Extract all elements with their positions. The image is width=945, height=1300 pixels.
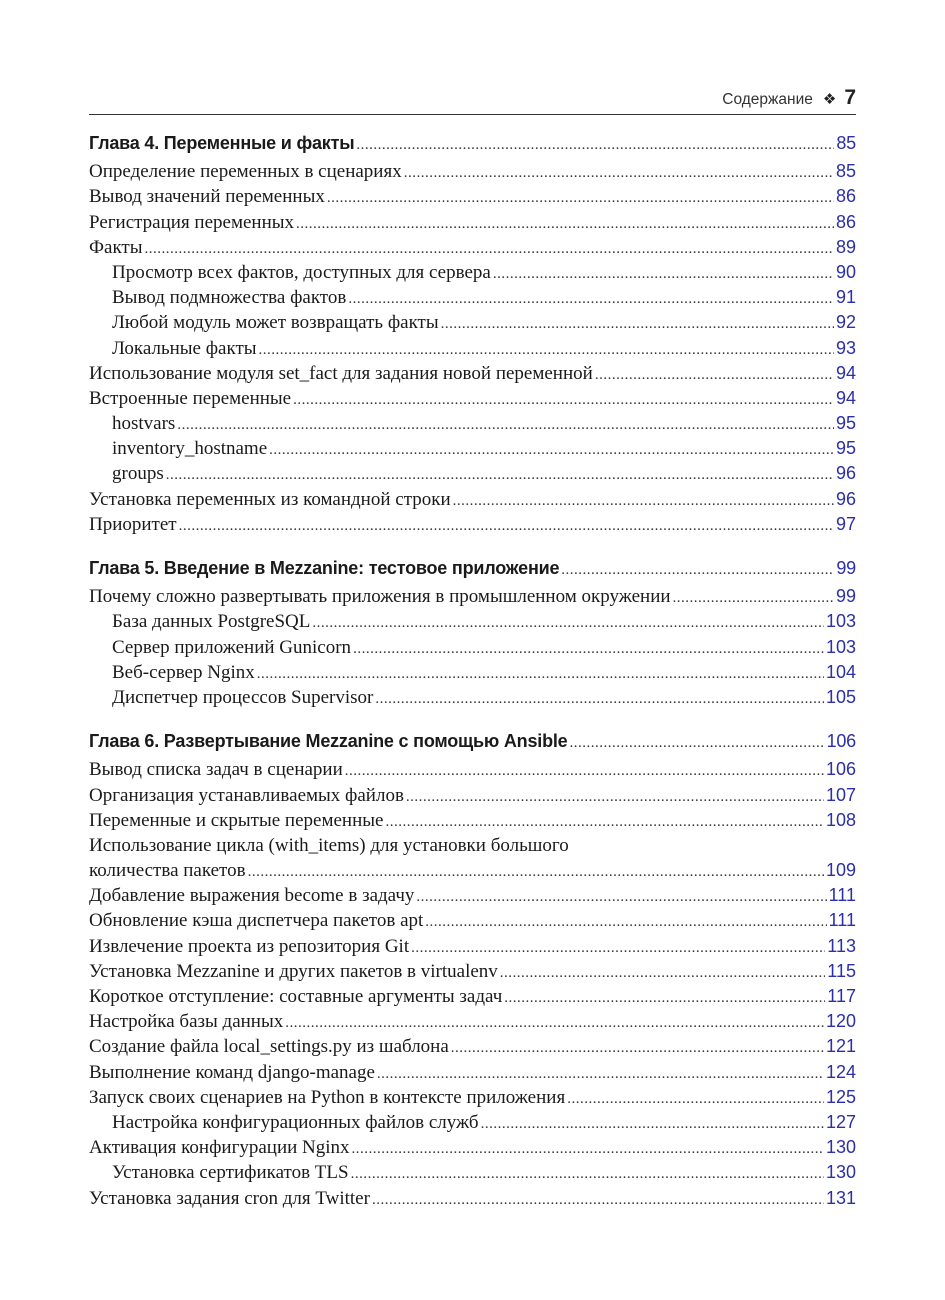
toc-entry[interactable] xyxy=(89,1186,856,1211)
toc-entry[interactable] xyxy=(89,1135,856,1160)
toc-entry[interactable] xyxy=(89,159,856,184)
page-ref: 111 xyxy=(828,885,856,906)
toc-entry[interactable] xyxy=(89,461,856,486)
page-ref: 109 xyxy=(825,860,856,881)
entry-title: Настройка базы данных xyxy=(89,1011,284,1033)
page-ref: 96 xyxy=(835,488,856,509)
entry-title: Создание файла local_settings.py из шаблона xyxy=(89,1036,449,1058)
entry-title: hostvars xyxy=(112,413,176,435)
toc-entry[interactable] xyxy=(89,235,856,260)
dot-leader xyxy=(451,1036,824,1061)
toc-entry[interactable] xyxy=(89,310,856,335)
toc-entry[interactable] xyxy=(89,487,856,512)
dot-leader xyxy=(493,262,834,287)
entry-title: Установка сертификатов TLS xyxy=(112,1162,349,1184)
dot-leader xyxy=(406,785,824,810)
page-ref: 95 xyxy=(835,413,856,434)
entry-title: groups xyxy=(112,463,164,485)
entry-title: Любой модуль может возвращать факты xyxy=(112,312,439,334)
dot-leader xyxy=(441,312,834,337)
page-number: 7 xyxy=(844,86,856,109)
dot-leader xyxy=(327,186,834,211)
toc-entry[interactable] xyxy=(89,934,856,959)
page-ref: 104 xyxy=(825,661,856,682)
dot-leader xyxy=(248,860,824,885)
toc-entry[interactable] xyxy=(89,584,856,609)
running-head-title: Содержание xyxy=(722,91,813,108)
dot-leader xyxy=(425,910,826,935)
entry-title: Активация конфигурации Nginx xyxy=(89,1137,350,1159)
entry-title: Переменные и скрытые переменные xyxy=(89,809,384,831)
dot-leader xyxy=(269,438,834,463)
dot-leader xyxy=(179,514,834,539)
toc-entry[interactable] xyxy=(89,285,856,310)
toc-entry[interactable] xyxy=(89,635,856,660)
dot-leader xyxy=(257,662,824,687)
page-ref: 91 xyxy=(835,287,856,308)
dot-leader xyxy=(377,1062,824,1087)
chapter-title: Глава 4. Переменные и факты xyxy=(89,133,355,153)
entry-title: Настройка конфигурационных файлов служб xyxy=(112,1111,479,1133)
page-ref: 86 xyxy=(835,186,856,207)
entry-title: Организация устанавливаемых файлов xyxy=(89,784,404,806)
header-rule xyxy=(89,114,856,115)
page-ref: 105 xyxy=(825,686,856,707)
chapter-heading[interactable] xyxy=(89,131,856,156)
toc-entry[interactable] xyxy=(89,512,856,537)
toc-entry[interactable] xyxy=(89,1160,856,1185)
dot-leader xyxy=(351,1162,824,1187)
dot-leader xyxy=(595,363,834,388)
dot-leader xyxy=(500,961,826,986)
page-ref: 130 xyxy=(825,1162,856,1183)
entry-title: Установка переменных из командной строки xyxy=(89,488,451,510)
toc-entry[interactable] xyxy=(89,260,856,285)
dot-leader xyxy=(570,731,825,756)
entry-title: Установка задания cron для Twitter xyxy=(89,1187,370,1209)
entry-title: Приоритет xyxy=(89,513,177,535)
page-ref: 85 xyxy=(835,161,856,182)
page-ref: 94 xyxy=(835,387,856,408)
entry-title: Сервер приложений Gunicorn xyxy=(112,636,352,658)
page-ref: 107 xyxy=(825,784,856,805)
table-of-contents xyxy=(89,131,856,1211)
toc-entry[interactable] xyxy=(89,808,856,833)
dot-leader xyxy=(411,936,825,961)
toc-entry[interactable] xyxy=(89,757,856,782)
page-ref: 106 xyxy=(825,759,856,780)
page-ref: 95 xyxy=(835,438,856,459)
dot-leader xyxy=(145,237,834,262)
entry-title: Факты xyxy=(89,236,143,258)
ornament-icon: ❖ xyxy=(822,91,837,108)
chapter-title: Глава 5. Введение в Mezzanine: тестовое приложение xyxy=(89,558,560,578)
dot-leader xyxy=(504,986,825,1011)
entry-title: Локальные факты xyxy=(112,337,257,359)
entry-title: Вывод значений переменных xyxy=(89,186,325,208)
dot-leader xyxy=(372,1188,824,1213)
toc-entry[interactable] xyxy=(89,411,856,436)
dot-leader xyxy=(259,338,834,363)
toc-entry[interactable] xyxy=(89,858,856,883)
dot-leader xyxy=(166,463,834,488)
dot-leader xyxy=(177,413,834,438)
entry-title: Вывод списка задач в сценарии xyxy=(89,759,343,781)
page-ref: 97 xyxy=(835,513,856,534)
toc-entry[interactable] xyxy=(89,436,856,461)
chapter-title: Глава 6. Развертывание Mezzanine с помощью Ansible xyxy=(89,731,568,752)
entry-title: Выполнение команд django-manage xyxy=(89,1061,375,1083)
dot-leader xyxy=(375,687,824,712)
page-ref: 85 xyxy=(836,133,856,153)
entry-title: Извлечение проекта из репозитория Git xyxy=(89,935,410,957)
page-ref: 125 xyxy=(825,1086,856,1107)
dot-leader xyxy=(385,810,823,835)
entry-title: Встроенные переменные xyxy=(89,387,292,409)
toc-entry[interactable] xyxy=(89,386,856,411)
toc-entry[interactable] xyxy=(89,336,856,361)
page-ref: 127 xyxy=(825,1111,856,1132)
page-ref: 86 xyxy=(835,211,856,232)
running-head xyxy=(89,86,856,110)
toc-entry[interactable] xyxy=(89,783,856,808)
dot-leader xyxy=(312,611,824,636)
page-ref: 113 xyxy=(827,935,856,956)
entry-title: Запуск своих сценариев на Python в контексте приложения xyxy=(89,1086,566,1108)
entry-title: inventory_hostname xyxy=(112,438,268,460)
page-ref: 121 xyxy=(825,1036,856,1057)
entry-title: Добавление выражения become в задачу xyxy=(89,885,415,907)
toc-entry[interactable] xyxy=(89,184,856,209)
toc-entry[interactable] xyxy=(89,908,856,933)
page-ref: 103 xyxy=(825,611,856,632)
toc-entry[interactable] xyxy=(89,984,856,1009)
entry-title: Короткое отступление: составные аргументы задач xyxy=(89,986,503,1007)
chapter-heading[interactable] xyxy=(89,556,856,581)
page-ref: 103 xyxy=(825,636,856,657)
entry-title: Обновление кэша диспетчера пакетов apt xyxy=(89,910,424,932)
page-ref: 99 xyxy=(836,558,856,578)
page-ref: 124 xyxy=(825,1061,856,1082)
dot-leader xyxy=(567,1087,824,1112)
entry-title: количества пакетов xyxy=(89,860,246,882)
page-ref: 111 xyxy=(828,910,856,931)
entry-title: Веб-сервер Nginx xyxy=(112,661,255,683)
page-ref: 94 xyxy=(835,362,856,383)
page-ref: 130 xyxy=(825,1137,856,1158)
dot-leader xyxy=(561,558,834,583)
toc-entry[interactable] xyxy=(89,1009,856,1034)
toc-entry[interactable] xyxy=(89,1110,856,1135)
entry-title: Просмотр всех фактов, доступных для сервера xyxy=(112,261,491,283)
toc-entry[interactable] xyxy=(89,210,856,235)
entry-title: База данных PostgreSQL xyxy=(112,611,311,633)
chapter-heading[interactable] xyxy=(89,729,856,754)
toc-entry[interactable] xyxy=(89,1034,856,1059)
dot-leader xyxy=(353,637,824,662)
dot-leader xyxy=(296,212,834,237)
toc-entry[interactable] xyxy=(89,361,856,386)
page-ref: 96 xyxy=(835,463,856,484)
page-ref: 99 xyxy=(835,586,856,607)
entry-title: Вывод подмножества фактов xyxy=(112,287,347,309)
toc-entry[interactable] xyxy=(89,609,856,634)
dot-leader xyxy=(356,133,834,158)
dot-leader xyxy=(416,885,826,910)
entry-title: Установка Mezzanine и других пакетов в virtualenv xyxy=(89,960,498,982)
toc-entry[interactable] xyxy=(89,959,856,984)
dot-leader xyxy=(673,586,834,611)
toc-entry[interactable] xyxy=(89,883,856,908)
page-ref: 92 xyxy=(835,312,856,333)
toc-entry[interactable] xyxy=(89,1085,856,1110)
dot-leader xyxy=(348,287,834,312)
dot-leader xyxy=(352,1137,824,1162)
page-ref: 115 xyxy=(827,960,856,981)
page-ref: 120 xyxy=(825,1011,856,1032)
page-ref: 117 xyxy=(827,986,856,1006)
dot-leader xyxy=(285,1011,824,1036)
toc-entry[interactable] xyxy=(89,685,856,710)
dot-leader xyxy=(345,759,824,784)
entry-title-line[interactable]: Использование цикла (with_items) для установки большого xyxy=(89,834,569,856)
entry-title: Почему сложно развертывать приложения в промышленном окружении xyxy=(89,586,671,608)
page-ref: 90 xyxy=(835,261,856,282)
page-ref: 131 xyxy=(825,1187,856,1208)
dot-leader xyxy=(453,489,834,514)
page-ref: 93 xyxy=(835,337,856,358)
dot-leader xyxy=(293,388,834,413)
page-ref: 106 xyxy=(826,731,856,752)
entry-title: Регистрация переменных xyxy=(89,211,295,233)
page-ref: 108 xyxy=(825,809,856,830)
entry-title: Определение переменных в сценариях xyxy=(89,161,402,183)
toc-entry[interactable] xyxy=(89,660,856,685)
dot-leader xyxy=(481,1112,824,1137)
entry-title: Использование модуля set_fact для задания новой переменной xyxy=(89,362,593,384)
page-ref: 89 xyxy=(835,236,856,257)
toc-entry[interactable] xyxy=(89,1060,856,1085)
dot-leader xyxy=(404,161,834,186)
entry-title: Диспетчер процессов Supervisor xyxy=(112,686,374,708)
